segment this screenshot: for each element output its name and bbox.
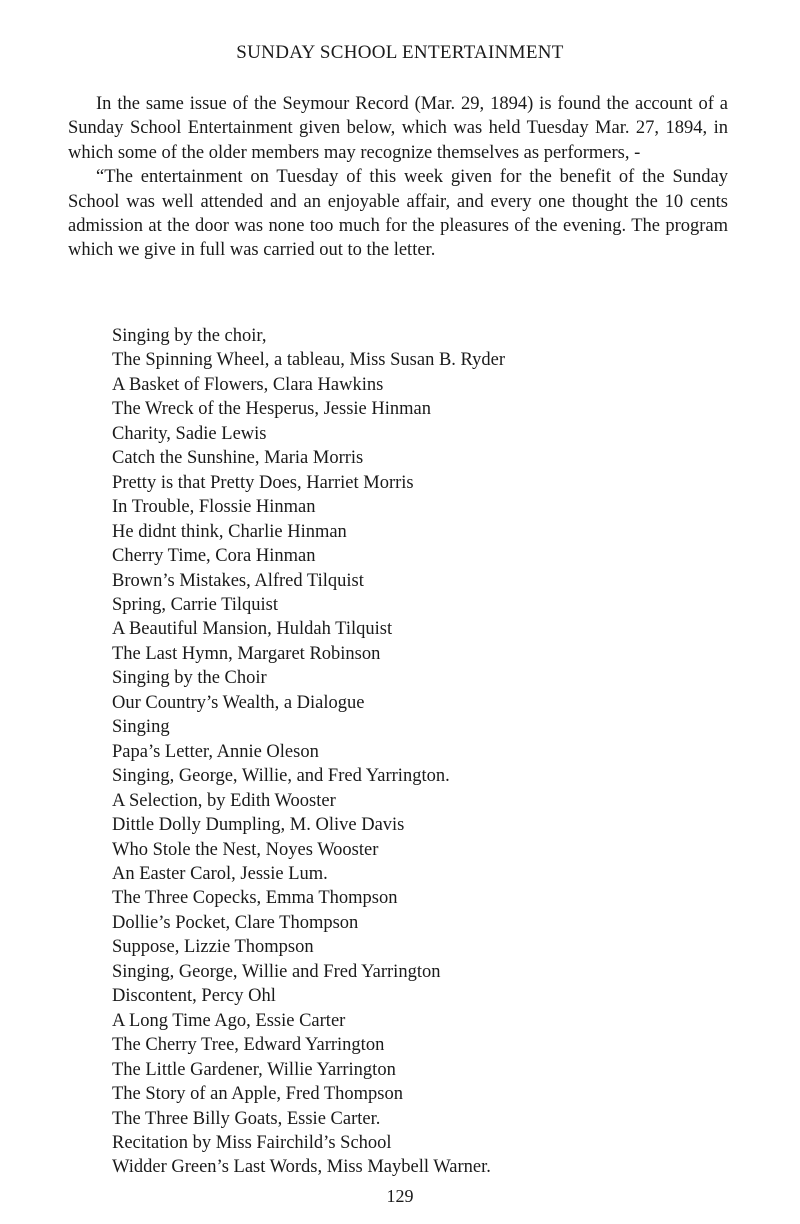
- program-item: Papa’s Letter, Annie Oleson: [112, 741, 319, 762]
- program-item: He didnt think, Charlie Hinman: [112, 521, 347, 542]
- program-item: Widder Green’s Last Words, Miss Maybell Warner.: [112, 1157, 491, 1178]
- program-item: Our Country’s Wealth, a Dialogue: [112, 692, 365, 713]
- program-item: Who Stole the Nest, Noyes Wooster: [112, 839, 379, 860]
- program-item: Dittle Dolly Dumpling, M. Olive Davis: [112, 815, 405, 836]
- program-item: Discontent, Percy Ohl: [112, 986, 276, 1007]
- program-item: Spring, Carrie Tilquist: [112, 594, 279, 615]
- program-item: A Basket of Flowers, Clara Hawkins: [112, 374, 384, 395]
- program-item: In Trouble, Flossie Hinman: [112, 497, 316, 518]
- program-item: An Easter Carol, Jessie Lum.: [112, 863, 328, 884]
- program-item: Suppose, Lizzie Thompson: [112, 937, 314, 958]
- program-item: Cherry Time, Cora Hinman: [112, 546, 316, 567]
- program-item: Charity, Sadie Lewis: [112, 423, 267, 444]
- program-item: A Long Time Ago, Essie Carter: [112, 1010, 346, 1031]
- program-item: The Cherry Tree, Edward Yarrington: [112, 1035, 385, 1056]
- program-item: Recitation by Miss Fairchild’s School: [112, 1132, 392, 1153]
- paragraph: In the same issue of the Seymour Record (Mar. 29, 1894) is found the account of a Sunday School Entertainment given below, which was held Tuesday Mar. 27, 1894, in which some of the older members may recognize themselves as performers, -: [68, 94, 728, 163]
- program-item: Dollie’s Pocket, Clare Thompson: [112, 912, 359, 933]
- program-item: Singing by the choir,: [112, 326, 267, 346]
- program-item: Brown’s Mistakes, Alfred Tilquist: [112, 570, 364, 591]
- program-item: Singing by the Choir: [112, 668, 267, 689]
- program-item: The Story of an Apple, Fred Thompson: [112, 1084, 404, 1105]
- program-item: Singing: [112, 717, 170, 738]
- program-item: Singing, George, Willie and Fred Yarrington: [112, 961, 441, 982]
- program-item: A Selection, by Edith Wooster: [112, 790, 336, 811]
- program-item: Singing, George, Willie, and Fred Yarrington.: [112, 766, 450, 787]
- program-item: The Last Hymn, Margaret Robinson: [112, 643, 381, 664]
- paragraph: “The entertainment on Tuesday of this week given for the benefit of the Sunday School was well attended and an enjoyable affair, and every one thought the 10 cents admission at the door was none too much for the pleasures of the evening. The program which we give in full was carried out to the letter.: [68, 167, 728, 261]
- program-item: The Spinning Wheel, a tableau, Miss Susan B. Ryder: [112, 350, 506, 371]
- program-item: A Beautiful Mansion, Huldah Tilquist: [112, 619, 393, 640]
- page-title: SUNDAY SCHOOL ENTERTAINMENT: [236, 42, 564, 63]
- program-item: Pretty is that Pretty Does, Harriet Morris: [112, 472, 414, 493]
- program-item: The Three Copecks, Emma Thompson: [112, 888, 398, 909]
- program-item: Catch the Sunshine, Maria Morris: [112, 448, 364, 469]
- program-list: [112, 324, 732, 1180]
- program-item: The Wreck of the Hesperus, Jessie Hinman: [112, 399, 431, 420]
- program-item: The Little Gardener, Willie Yarrington: [112, 1059, 396, 1080]
- page-number: 129: [386, 1186, 414, 1206]
- intro-text: [68, 92, 728, 263]
- program-item: The Three Billy Goats, Essie Carter.: [112, 1108, 381, 1129]
